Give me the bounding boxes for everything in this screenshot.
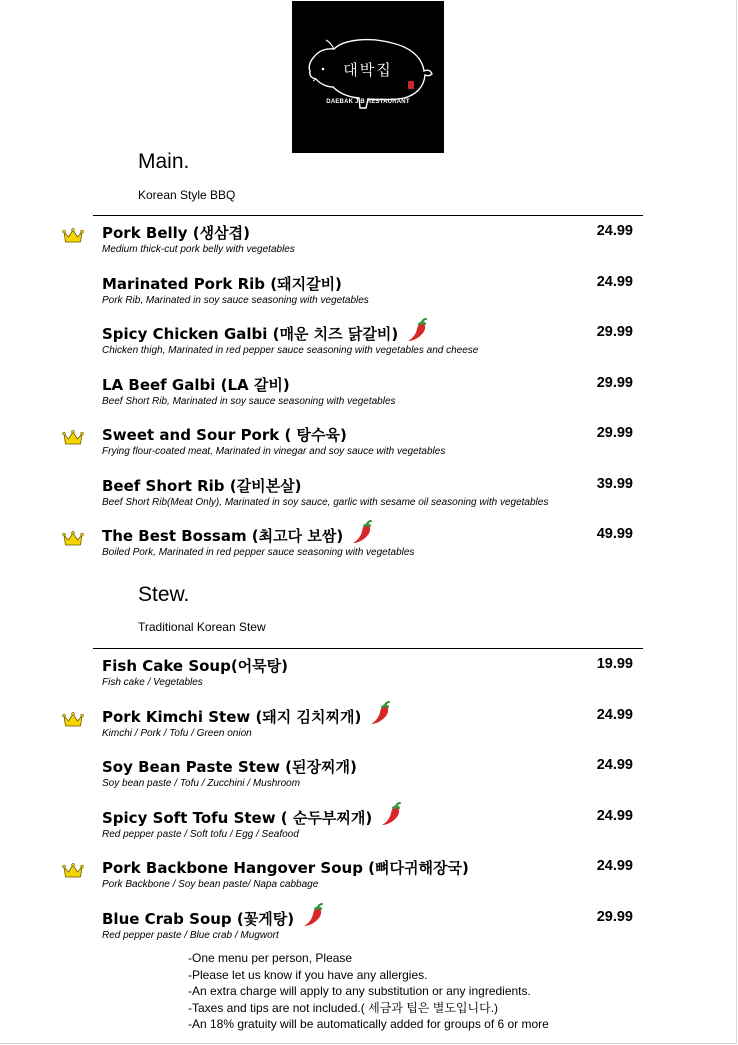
menu-item-description: Kimchi / Pork / Tofu / Green onion bbox=[102, 727, 252, 739]
menu-item-name: Pork Kimchi Stew (돼지 김치찌개) bbox=[102, 707, 362, 726]
menu-item-description: Pork Rib, Marinated in soy sauce seasoning with vegetables bbox=[102, 294, 369, 306]
menu-item-name: Fish Cake Soup(어묵탕) bbox=[102, 657, 289, 675]
menu-item-description: Fish cake / Vegetables bbox=[102, 677, 203, 688]
menu-item-name: Beef Short Rib (갈비본살) bbox=[102, 476, 302, 495]
menu-item-price: 24.99 bbox=[596, 223, 633, 239]
menu-item-description: Beef Short Rib, Marinated in soy sauce seasoning with vegetables bbox=[102, 395, 396, 407]
chili-pepper-icon bbox=[369, 701, 391, 725]
crown-icon bbox=[62, 863, 84, 879]
crown-icon bbox=[62, 228, 84, 244]
note-line: -One menu per person, Please bbox=[188, 951, 353, 965]
menu-item bbox=[0, 424, 738, 464]
menu-item-name: Pork Belly (생삼겹) bbox=[102, 224, 250, 242]
logo-english-name: DAEBAK JIB RESTAURANT bbox=[326, 99, 410, 105]
menu-item-description: Soy bean paste / Tofu / Zucchini / Mushroom bbox=[102, 778, 301, 789]
menu-item-description: Red pepper paste / Soft tofu / Egg / Seafood bbox=[102, 828, 299, 840]
menu-item-name: LA Beef Galbi (LA 갈비) bbox=[102, 375, 290, 394]
stew-section-subtitle: Traditional Korean Stew bbox=[138, 620, 266, 634]
restaurant-logo bbox=[292, 1, 444, 153]
chili-pepper-icon bbox=[380, 802, 402, 826]
menu-item-description: Pork Backbone / Soy bean paste/ Napa cabbage bbox=[102, 879, 319, 890]
menu-item bbox=[0, 807, 738, 847]
menu-item-price: 24.99 bbox=[596, 273, 633, 290]
menu-item bbox=[0, 756, 738, 796]
menu-item bbox=[0, 273, 738, 313]
chili-pepper-icon bbox=[302, 903, 324, 927]
menu-item-price: 19.99 bbox=[596, 656, 633, 672]
crown-icon bbox=[62, 430, 84, 446]
logo-korean-name: 대박집 bbox=[343, 61, 393, 79]
menu-item-description: Frying flour-coated meat, Marinated in vinegar and soy sauce with vegetables bbox=[102, 446, 446, 457]
menu-item-name: Spicy Chicken Galbi (매운 치즈 닭갈비) bbox=[102, 325, 399, 343]
stew-section-title: Stew. bbox=[138, 583, 190, 606]
menu-item-price: 29.99 bbox=[596, 425, 633, 441]
chili-pepper-icon bbox=[406, 318, 428, 342]
menu-item-name: Blue Crab Soup (꽃게탕) bbox=[102, 909, 295, 928]
menu-item-price: 29.99 bbox=[596, 324, 633, 340]
main-section-title: Main. bbox=[138, 150, 190, 173]
menu-item-name: Marinated Pork Rib (돼지갈비) bbox=[102, 274, 342, 293]
note-line: -Please let us know if you have any allergies. bbox=[188, 967, 428, 982]
menu-item-name: Sweet and Sour Pork ( 탕수육) bbox=[102, 426, 347, 444]
menu-item bbox=[0, 374, 738, 414]
menu-item-price: 39.99 bbox=[596, 475, 633, 492]
menu-item bbox=[0, 908, 738, 948]
menu-item-description: Red pepper paste / Blue crab / Mugwort bbox=[102, 929, 279, 941]
crown-icon bbox=[62, 712, 84, 728]
menu-item-price: 24.99 bbox=[596, 858, 633, 874]
menu-item bbox=[0, 323, 738, 363]
stew-divider bbox=[93, 648, 643, 649]
menu-item-price: 24.99 bbox=[596, 706, 633, 723]
menu-item bbox=[0, 222, 738, 262]
menu-item-price: 49.99 bbox=[596, 526, 633, 542]
note-line: -An extra charge will apply to any substitution or any ingredients. bbox=[188, 984, 531, 998]
menu-item bbox=[0, 857, 738, 897]
menu-item-price: 29.99 bbox=[596, 374, 633, 391]
menu-item-description: Boiled Pork, Marinated in red pepper sauce seasoning with vegetables bbox=[102, 547, 415, 558]
menu-item-name: Soy Bean Paste Stew (된장찌개) bbox=[102, 758, 357, 776]
menu-item-price: 29.99 bbox=[596, 908, 633, 925]
main-divider bbox=[93, 215, 643, 216]
menu-item bbox=[0, 525, 738, 565]
logo-seal bbox=[408, 81, 414, 89]
menu-item bbox=[0, 655, 738, 695]
chili-pepper-icon bbox=[351, 520, 373, 544]
menu-item-description: Beef Short Rib(Meat Only), Marinated in soy sauce, garlic with sesame oil seasoning with vegetables bbox=[102, 496, 549, 508]
crown-icon bbox=[62, 531, 84, 547]
menu-item bbox=[0, 706, 738, 746]
menu-item-description: Medium thick-cut pork belly with vegetables bbox=[102, 244, 295, 255]
main-section-subtitle: Korean Style BBQ bbox=[138, 188, 236, 202]
menu-item-name: The Best Bossam (최고다 보쌈) bbox=[102, 527, 344, 545]
menu-item bbox=[0, 475, 738, 515]
menu-item-description: Chicken thigh, Marinated in red pepper sauce seasoning with vegetables and cheese bbox=[102, 345, 479, 356]
menu-item-price: 24.99 bbox=[596, 757, 633, 773]
menu-item-price: 24.99 bbox=[596, 807, 633, 824]
note-line: -Taxes and tips are not included.( 세금과 팁은 별도입니다.) bbox=[188, 1000, 499, 1015]
menu-item-name: Pork Backbone Hangover Soup (뼈다귀해장국) bbox=[102, 859, 469, 877]
menu-item-name: Spicy Soft Tofu Stew ( 순두부찌개) bbox=[102, 808, 373, 827]
menu-notes bbox=[188, 950, 549, 1033]
note-line: -An 18% gratuity will be automatically added for groups of 6 or more bbox=[188, 1017, 549, 1031]
